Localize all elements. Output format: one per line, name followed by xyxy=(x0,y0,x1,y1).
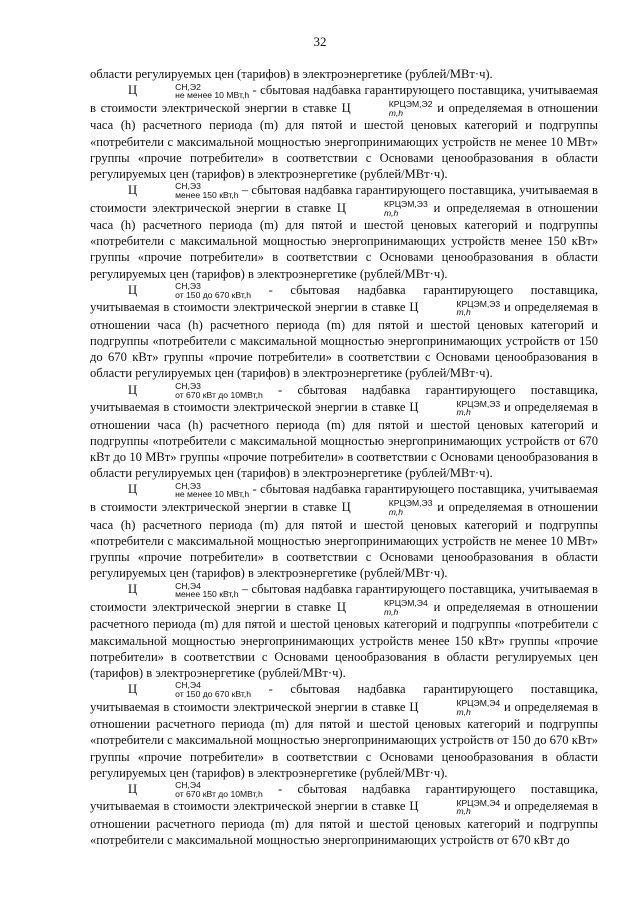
definition-body-text: и определяемая в отношении часа (h) расчетного периода (m) для пятой и шестой ценовых категорий и подгруппы «потребители с максимальной мощностью энергопринимающих устройств не менее 10 МВт» группы «прочие потребители» в соответствии с Основами ценообразования в области регулируемых цен (тарифов) в электроэнергетике (рублей/МВт·ч). xyxy=(90,500,598,581)
definition-paragraph xyxy=(90,681,598,781)
definition-paragraph xyxy=(90,781,598,849)
markup-symbol-indices-subscript: менее 150 кВт,h xyxy=(175,189,239,200)
rate-symbol-letter: Ц xyxy=(409,699,419,714)
markup-symbol-indices-subscript: не менее 10 МВт,h xyxy=(175,489,250,500)
markup-symbol xyxy=(128,181,239,200)
definition-lead-text: - сбытовая надбавка гарантирующего поставщика, учитываемая в стоимости электрической энергии в ставке xyxy=(90,682,598,714)
markup-symbol-letter: Ц xyxy=(128,282,138,297)
rate-symbol-indices xyxy=(346,200,428,217)
markup-symbol-indices xyxy=(137,482,249,499)
rate-symbol-indices-subscript: m,h xyxy=(456,806,471,817)
markup-symbol-indices-superscript: СН,Э4 xyxy=(175,780,201,791)
markup-symbol-letter: Ц xyxy=(128,83,138,98)
rate-symbol-letter: Ц xyxy=(341,100,351,115)
markup-symbol-indices-subscript: менее 150 кВт,h xyxy=(175,589,239,600)
definition-lead-text: - сбытовая надбавка гарантирующего поставщика, учитываемая в стоимости электрической энергии в ставке xyxy=(90,482,598,514)
definition-paragraph xyxy=(90,182,598,282)
document-body xyxy=(90,66,598,848)
markup-symbol-letter: Ц xyxy=(128,182,138,197)
rate-symbol-indices-superscript: КРЦЭМ,Э4 xyxy=(456,698,501,709)
rate-symbol-indices xyxy=(418,699,500,716)
markup-symbol-letter: Ц xyxy=(128,582,138,597)
rate-symbol xyxy=(409,398,501,418)
markup-symbol-indices-superscript: СН,Э3 xyxy=(175,381,201,391)
definition-paragraph xyxy=(90,82,598,182)
definition-body-text: и определяемая в отношении часа (h) расчетного периода (m) для пятой и шестой ценовых категорий и подгруппы «потребители с максимальной мощностью энергопринимающих устройств менее 150 кВт» группы «прочие потребители» в соответствии с Основами ценообразования в области регулируемых цен (тарифов) в электроэнергетике (рублей/МВт·ч). xyxy=(90,200,598,281)
rate-symbol xyxy=(341,498,433,517)
markup-symbol-indices-subscript: не менее 10 МВт,h xyxy=(175,90,250,101)
rate-symbol-indices-superscript: КРЦЭМ,Э2 xyxy=(388,99,433,110)
rate-symbol-indices-subscript: m,h xyxy=(456,307,471,318)
markup-symbol-indices xyxy=(137,681,251,698)
definition-lead-text: - сбытовая надбавка гарантирующего поставщика, учитываемая в стоимости электрической энергии в ставке xyxy=(90,382,598,415)
definition-lead-text: – сбытовая надбавка гарантирующего поставщика, учитываемая в стоимости электрической энергии в ставке xyxy=(90,182,598,215)
markup-symbol-indices-subscript: от 150 до 670 кВт,h xyxy=(175,689,252,700)
markup-symbol-indices-subscript: от 670 кВт до 10МВт,h xyxy=(175,788,263,799)
markup-symbol-indices-subscript: от 150 до 670 кВт,h xyxy=(175,289,252,300)
rate-symbol xyxy=(409,797,501,817)
definition-body-text: области регулируемых цен (тарифов) в электроэнергетике (рублей/МВт·ч). xyxy=(90,67,493,81)
markup-symbol-indices xyxy=(137,781,263,798)
definition-paragraph xyxy=(90,382,598,482)
definition-lead-text: - сбытовая надбавка гарантирующего поставщика, учитываемая в стоимости электрической энергии в ставке xyxy=(90,282,598,315)
rate-symbol-letter: Ц xyxy=(336,599,346,614)
markup-symbol-indices xyxy=(137,382,263,399)
rate-symbol-indices xyxy=(351,499,433,516)
rate-symbol-indices-subscript: m,h xyxy=(388,107,404,118)
markup-symbol-indices xyxy=(137,282,251,299)
rate-symbol-indices-superscript: КРЦЭМ,Э3 xyxy=(456,398,501,409)
definition-paragraph xyxy=(90,581,598,681)
rate-symbol-indices-subscript: m,h xyxy=(383,606,399,617)
rate-symbol xyxy=(341,99,433,118)
markup-symbol xyxy=(128,281,252,300)
rate-symbol-indices-subscript: m,h xyxy=(383,207,399,218)
rate-symbol-indices-subscript: m,h xyxy=(456,407,471,418)
markup-symbol xyxy=(128,480,250,500)
definition-body-text: и определяемая в отношении часа (h) расчетного периода (m) для пятой и шестой ценовых категорий и подгруппы «потребители с максимальной мощностью энергопринимающих устройств от 150 до 670 кВт» группы «прочие потребители» в соответствии с Основами ценообразования в области регулируемых цен (тарифов) в электроэнергетике (рублей/МВт·ч). xyxy=(90,300,598,381)
rate-symbol-indices xyxy=(351,100,433,117)
markup-symbol-indices xyxy=(137,83,249,100)
rate-symbol-indices-superscript: КРЦЭМ,Э3 xyxy=(383,198,428,209)
markup-symbol-indices-superscript: СН,Э3 xyxy=(175,480,201,491)
markup-symbol xyxy=(128,780,263,799)
markup-symbol xyxy=(128,381,263,400)
rate-symbol xyxy=(409,698,501,717)
definition-lead-text: – сбытовая надбавка гарантирующего поставщика, учитываемая в стоимости электрической энергии в ставке xyxy=(90,582,598,614)
rate-symbol-indices-superscript: КРЦЭМ,Э3 xyxy=(456,298,501,309)
rate-symbol-indices-superscript: КРЦЭМ,Э4 xyxy=(383,598,428,609)
markup-symbol-indices-superscript: СН,Э2 xyxy=(175,81,201,92)
markup-symbol-indices-subscript: от 670 кВт до 10МВт,h xyxy=(175,389,263,400)
rate-symbol xyxy=(336,598,428,617)
definition-lead-text: - сбытовая надбавка гарантирующего поставщика, учитываемая в стоимости электрической энергии в ставке xyxy=(90,83,598,115)
definition-lead-text: - сбытовая надбавка гарантирующего поставщика, учитываемая в стоимости электрической энергии в ставке xyxy=(90,781,598,814)
markup-symbol xyxy=(128,680,252,700)
definition-body-text: и определяемая в отношении расчетного периода (m) для пятой и шестой ценовых категорий и подгруппы «потребители с максимальной мощностью энергопринимающих устройств от 150 до 670 кВт» группы «прочие потребители» в соответствии с Основами ценообразования в области регулируемых цен (тарифов) в электроэнергетике (рублей/МВт·ч). xyxy=(90,699,599,780)
rate-symbol-indices-superscript: КРЦЭМ,Э4 xyxy=(456,797,501,808)
paragraph-continuation xyxy=(90,66,598,82)
definition-body-text: и определяемая в отношении часа (h) расчетного периода (m) для пятой и шестой ценовых категорий и подгруппы «потребители с максимальной мощностью энергопринимающих устройств от 670 кВт до 10 МВт» группы «прочие потребители» в соответствии с Основами ценообразования в области регулируемых цен (тарифов) в электроэнергетике (рублей/МВт·ч). xyxy=(90,400,598,481)
rate-symbol xyxy=(409,298,501,318)
rate-symbol-indices xyxy=(418,400,500,417)
rate-symbol-indices-subscript: m,h xyxy=(388,507,404,517)
rate-symbol-letter: Ц xyxy=(409,300,419,315)
definition-body-text: и определяемая в отношении расчетного периода (m) для пятой и шестой ценовых категорий и подгруппы «потребители с максимальной мощностью энергопринимающих устройств менее 150 кВт» группы «прочие потребители» в соответствии с Основами ценообразования в области регулируемых цен (тарифов) в электроэнергетике (рублей/МВт·ч). xyxy=(90,599,598,680)
rate-symbol-letter: Ц xyxy=(409,400,419,415)
definition-body-text: и определяемая в отношении расчетного периода (m) для пятой и шестой ценовых категорий и подгруппы «потребители с максимальной мощностью энергопринимающих устройств от 670 кВт до xyxy=(90,799,598,848)
markup-symbol-letter: Ц xyxy=(128,482,138,497)
definition-paragraph xyxy=(90,282,598,382)
markup-symbol xyxy=(128,580,239,600)
markup-symbol xyxy=(128,81,250,101)
rate-symbol-letter: Ц xyxy=(336,200,346,215)
definition-body-text: и определяемая в отношении часа (h) расчетного периода (m) для пятой и шестой ценовых категорий и подгруппы «потребители с максимальной мощностью энергопринимающих устройств не менее 10 МВт» группы «прочие потребители» в соответствии с Основами ценообразования в области регулируемых цен (тарифов) в электроэнергетике (рублей/МВт·ч). xyxy=(90,100,598,181)
rate-symbol-letter: Ц xyxy=(341,500,351,514)
markup-symbol-indices xyxy=(137,582,238,599)
markup-symbol-indices-superscript: СН,Э3 xyxy=(175,181,201,192)
rate-symbol-indices xyxy=(418,799,500,816)
markup-symbol-indices-superscript: СН,Э3 xyxy=(175,281,201,292)
markup-symbol-indices-superscript: СН,Э4 xyxy=(175,580,201,591)
rate-symbol-letter: Ц xyxy=(409,799,419,814)
markup-symbol-letter: Ц xyxy=(128,382,138,397)
rate-symbol xyxy=(336,198,428,218)
rate-symbol-indices-subscript: m,h xyxy=(456,706,471,717)
markup-symbol-letter: Ц xyxy=(128,682,138,697)
rate-symbol-indices xyxy=(418,300,500,317)
markup-symbol-letter: Ц xyxy=(128,781,138,796)
rate-symbol-indices xyxy=(346,599,428,616)
markup-symbol-indices-superscript: СН,Э4 xyxy=(175,680,201,691)
page-number: 32 xyxy=(313,34,327,49)
definition-paragraph xyxy=(90,481,598,581)
rate-symbol-indices-superscript: КРЦЭМ,Э3 xyxy=(388,498,433,509)
markup-symbol-indices xyxy=(137,182,238,199)
